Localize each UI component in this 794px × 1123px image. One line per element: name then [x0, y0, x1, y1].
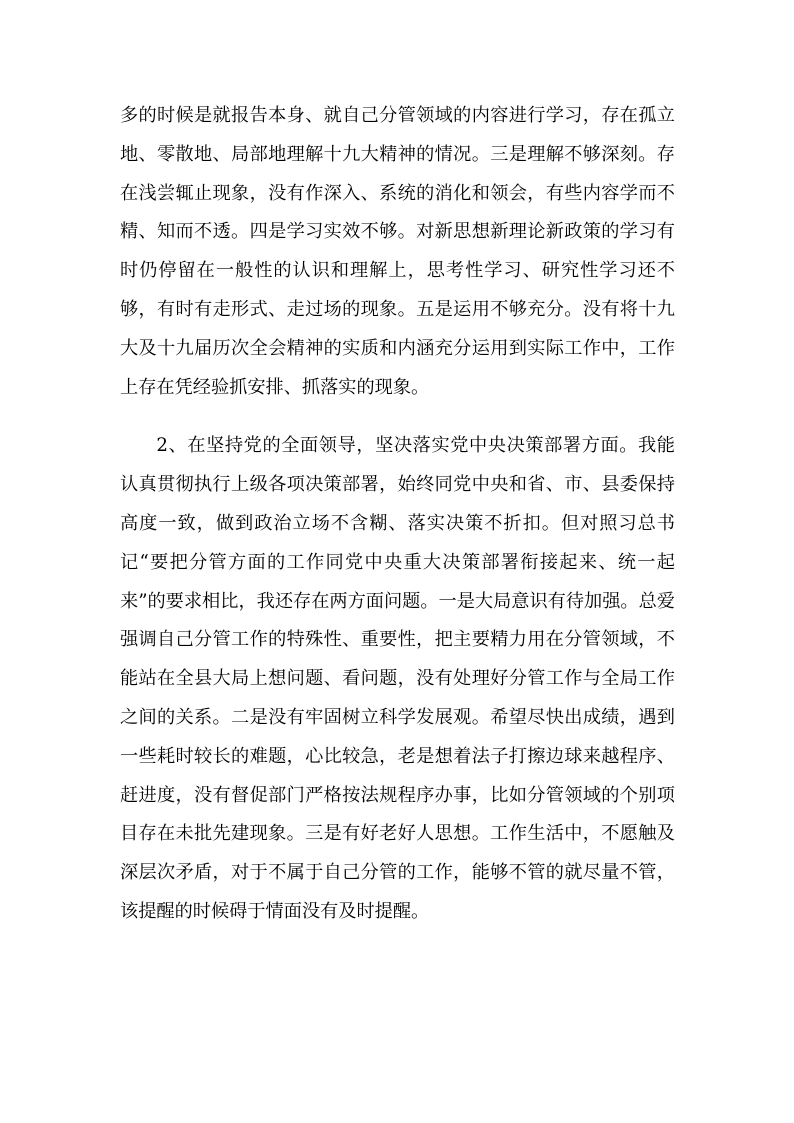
document-body [120, 97, 675, 932]
paragraph-continued: 多的时候是就报告本身、就自己分管领域的内容进行学习，存在孤立地、零散地、局部地理解十九大精神的情况。三是理解不够深刻。存在浅尝辄止现象，没有作深入、系统的消化和领会，有些内容学而不精、知而不透。四是学习实效不够。对新思想新理论新政策的学习有时仍停留在一般性的认识和理解上，思考性学习、研究性学习还不够，有时有走形式、走过场的现象。五是运用不够充分。没有将十九大及十九届历次全会精神的实质和内涵充分运用到实际工作中，工作上存在凭经验抓安排、抓落实的现象。 [120, 105, 675, 398]
paragraph-section-2: 2、在坚持党的全面领导，坚决落实党中央决策部署方面。我能认真贯彻执行上级各项决策部署，始终同党中央和省、市、县委保持高度一致，做到政治立场不含糊、落实决策不折扣。但对照习总书记“要把分管方面的工作同党中央重大决策部署衔接起来、统一起来”的要求相比，我还存在两方面问题。一是大局意识有待加强。总爱强调自己分管工作的特殊性、重要性，把主要精力用在分管领域，不能站在全县大局上想问题、看问题，没有处理好分管工作与全局工作之间的关系。二是没有牢固树立科学发展观。希望尽快出成绩，遇到一些耗时较长的难题，心比较急，老是想着法子打擦边球来越程序、赶进度，没有督促部门严格按法规程序办事，比如分管领域的个别项目存在未批先建现象。三是有好老好人思想。工作生活中，不愿触及深层次矛盾，对于不属于自己分管的工作，能够不管的就尽量不管，该提醒的时候碍于情面没有及时提醒。 [120, 435, 675, 922]
